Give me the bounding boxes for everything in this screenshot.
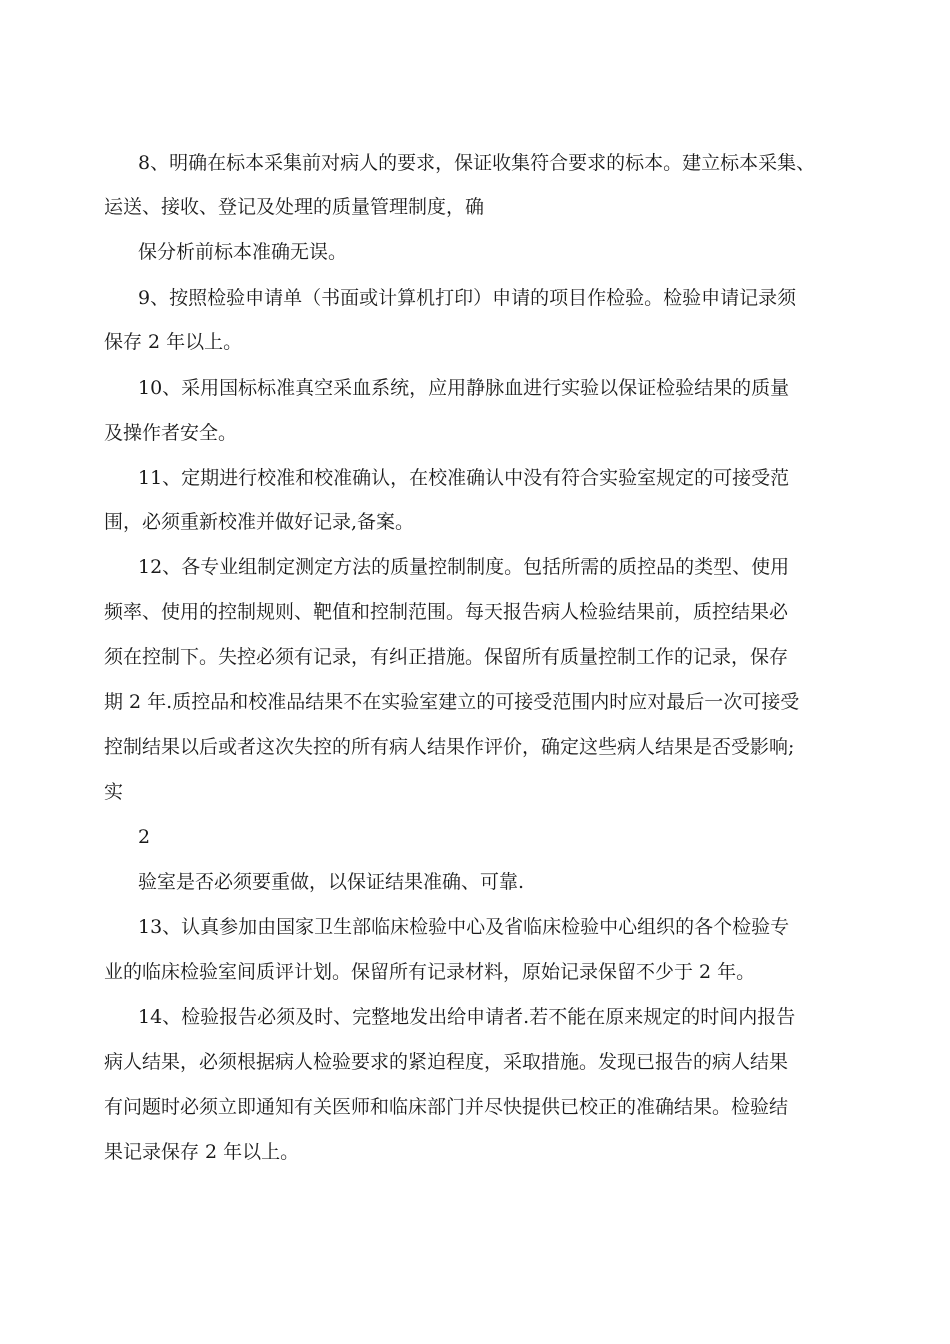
text-line-item9-a: 9、按照检验申请单（书面或计算机打印）申请的项目作检验。检验申请记录须	[138, 287, 797, 309]
text-line-item12-a: 12、各专业组制定测定方法的质量控制制度。包括所需的质控品的类型、使用	[138, 556, 790, 578]
text-line-item14-c: 有问题时必须立即通知有关医师和临床部门并尽快提供已校正的准确结果。检验结	[104, 1096, 789, 1118]
text-line-item13-a: 13、认真参加由国家卫生部临床检验中心及省临床检验中心组织的各个检验专	[138, 916, 790, 938]
text-line-item11-b: 围，必须重新校准并做好记录,备案。	[104, 511, 415, 533]
text-line-item12-c: 须在控制下。失控必须有记录，有纠正措施。保留所有质量控制工作的记录，保存	[104, 646, 789, 668]
text-line-item12-d: 期 2 年.质控品和校准品结果不在实验室建立的可接受范围内时应对最后一次可接受	[104, 691, 800, 713]
text-line-item9-b: 保存 2 年以上。	[104, 331, 243, 353]
text-line-item12-g: 验室是否必须要重做，以保证结果准确、可靠.	[138, 871, 525, 893]
text-line-item8-c: 保分析前标本准确无误。	[138, 241, 348, 263]
text-line-item8-a: 8、明确在标本采集前对病人的要求，保证收集符合要求的标本。建立标本采集、	[138, 152, 816, 174]
text-line-item10-a: 10、采用国标标准真空采血系统，应用静脉血进行实验以保证检验结果的质量	[138, 377, 790, 399]
text-line-item12-b: 频率、使用的控制规则、靶值和控制范围。每天报告病人检验结果前，质控结果必	[104, 601, 789, 623]
text-line-item14-d: 果记录保存 2 年以上。	[104, 1141, 300, 1163]
text-line-item8-b: 运送、接收、登记及处理的质量管理制度，确	[104, 196, 485, 218]
text-line-item14-a: 14、检验报告必须及时、完整地发出给申请者.若不能在原来规定的时间内报告	[138, 1006, 796, 1028]
text-line-item11-a: 11、定期进行校准和校准确认，在校准确认中没有符合实验室规定的可接受范	[138, 467, 790, 489]
text-line-item14-b: 病人结果，必须根据病人检验要求的紧迫程度，采取措施。发现已报告的病人结果	[104, 1051, 789, 1073]
text-line-item12-f: 实	[104, 781, 124, 803]
page-number: 2	[138, 826, 151, 848]
text-line-item12-e: 控制结果以后或者这次失控的所有病人结果作评价，确定这些病人结果是否受影响;	[104, 736, 795, 758]
text-line-item13-b: 业的临床检验室间质评计划。保留所有记录材料，原始记录保留不少于 2 年。	[104, 961, 756, 983]
text-line-item10-b: 及操作者安全。	[104, 422, 238, 444]
